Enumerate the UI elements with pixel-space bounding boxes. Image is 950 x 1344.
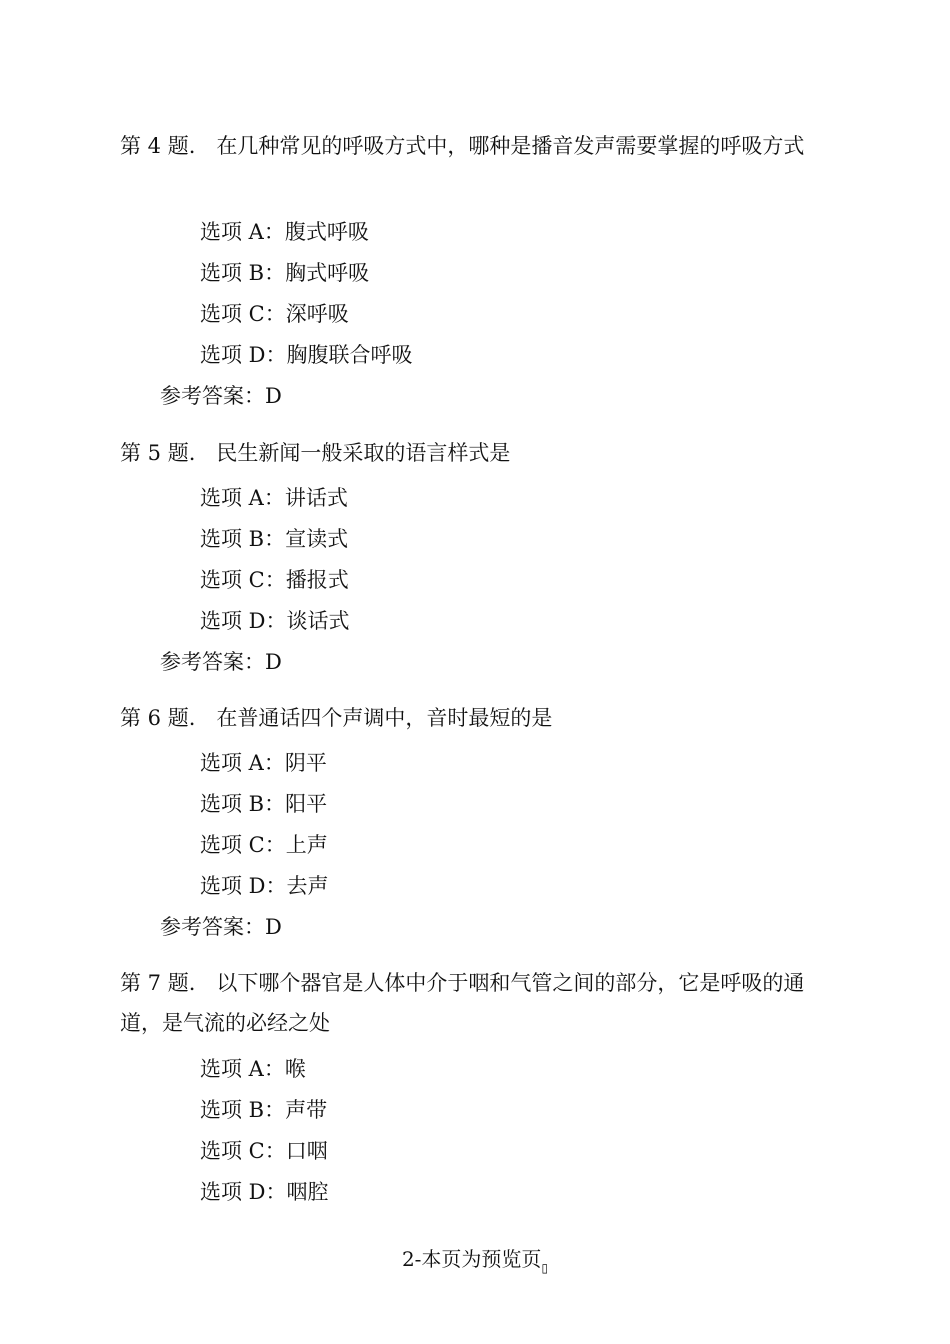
question-4-answer: 参考答案：D: [160, 384, 282, 408]
question-4-option-c: 选项 C：深呼吸: [200, 302, 349, 326]
page-footer: [0, 1243, 950, 1275]
question-4-text: 第 4 题. 在几种常见的呼吸方式中，哪种是播音发声需要掌握的呼吸方式: [120, 134, 805, 158]
question-5-option-d: 选项 D：谈话式: [200, 609, 350, 633]
question-7-option-d: 选项 D：咽腔: [200, 1180, 329, 1204]
question-6-text: 第 6 题. 在普通话四个声调中，音时最短的是: [120, 706, 553, 730]
question-6-answer: 参考答案：D: [160, 915, 282, 939]
question-5-answer: 参考答案：D: [160, 650, 282, 674]
question-7-option-b: 选项 B：声带: [200, 1098, 328, 1122]
question-4-option-d: 选项 D：胸腹联合呼吸: [200, 343, 413, 367]
question-4-option-a: 选项 A：腹式呼吸: [200, 220, 369, 244]
question-6-option-a: 选项 A：阴平: [200, 751, 327, 775]
footer-mark: ▯: [541, 1261, 549, 1275]
question-7-option-a: 选项 A：喉: [200, 1057, 306, 1081]
question-5-option-b: 选项 B：宣读式: [200, 527, 349, 551]
question-5-option-a: 选项 A：讲话式: [200, 486, 348, 510]
question-7-text: 第 7 题. 以下哪个器官是人体中介于咽和气管之间的部分，它是呼吸的通道，是气流的必经之处: [120, 971, 805, 1035]
question-6-option-c: 选项 C：上声: [200, 833, 328, 857]
question-7-option-c: 选项 C：口咽: [200, 1139, 328, 1163]
question-5-text: 第 5 题. 民生新闻一般采取的语言样式是: [120, 441, 511, 465]
question-4-option-b: 选项 B：胸式呼吸: [200, 261, 370, 285]
question-6-option-d: 选项 D：去声: [200, 874, 329, 898]
question-6-option-b: 选项 B：阳平: [200, 792, 328, 816]
footer-text: 2-本页为预览页: [401, 1247, 542, 1271]
question-5-option-c: 选项 C：播报式: [200, 568, 349, 592]
